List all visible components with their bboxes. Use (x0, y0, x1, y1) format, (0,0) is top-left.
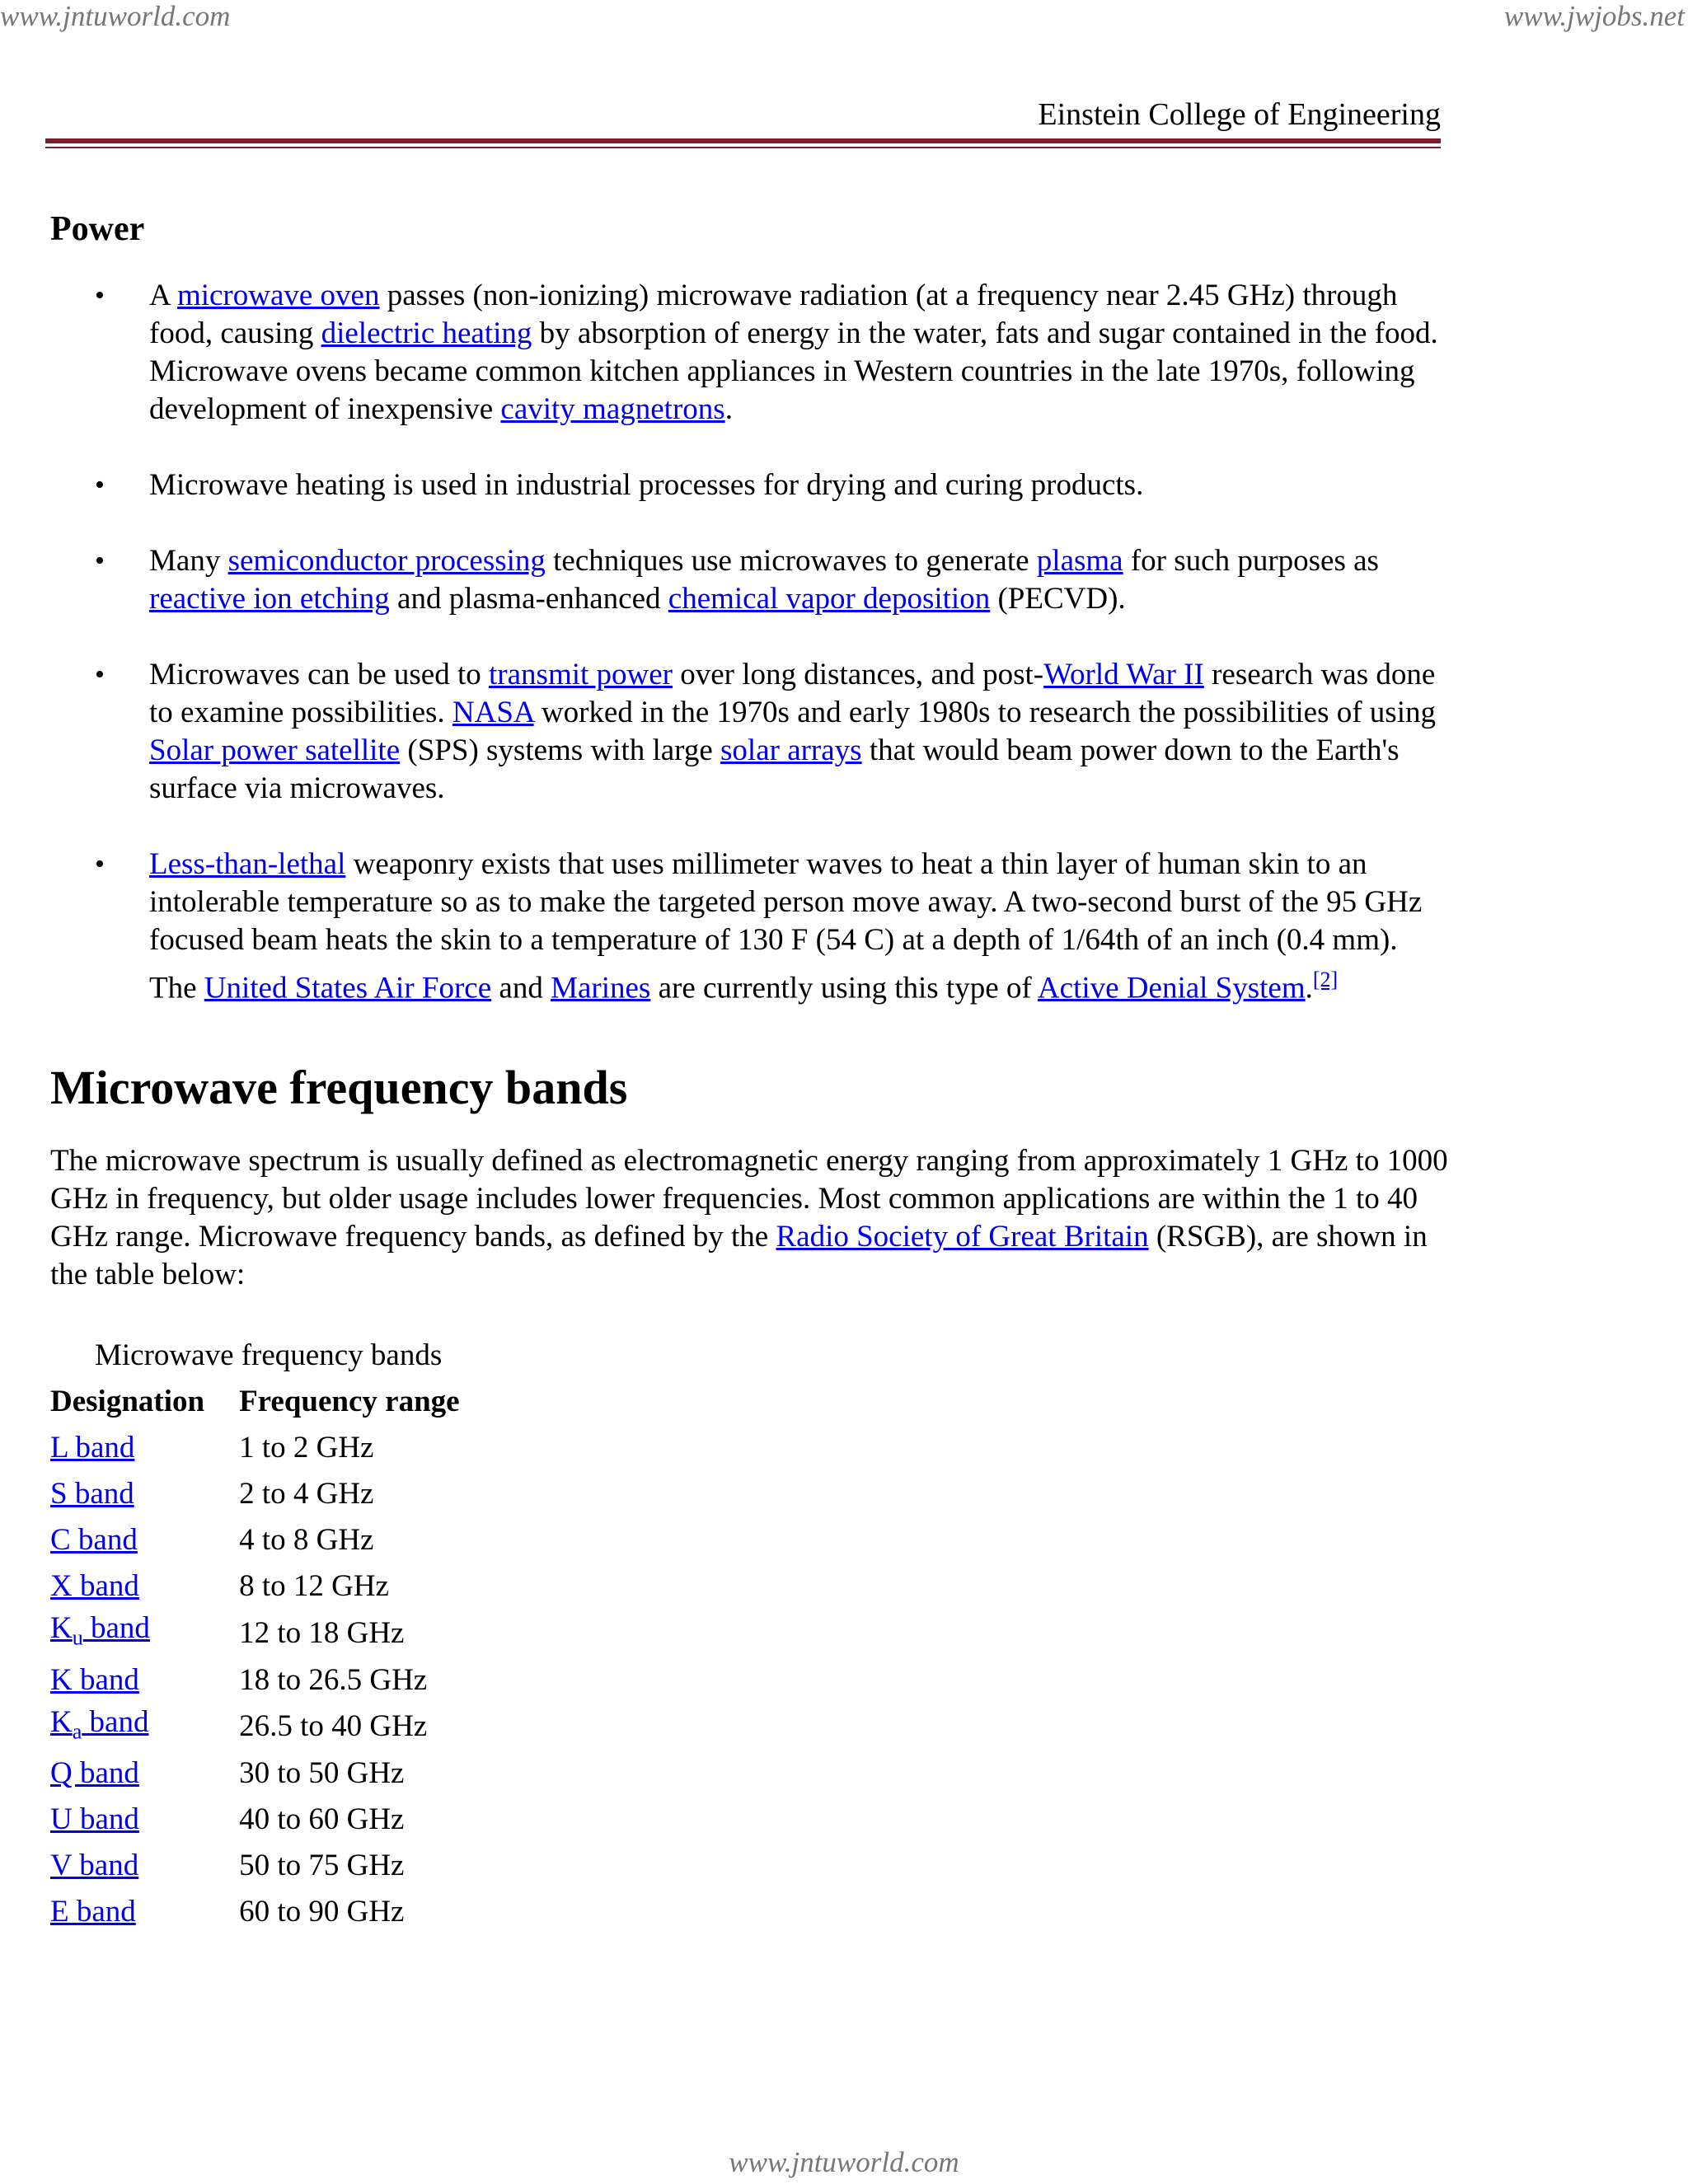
link-microwave-oven[interactable]: microwave oven (176, 279, 380, 312)
link-solar-power-satellite[interactable]: Solar power satellite (149, 733, 401, 767)
frequency-cell: 2 to 4 GHz (239, 1477, 374, 1511)
link-reactive-ion-etching[interactable]: reactive ion etching (149, 582, 390, 616)
link-q-band[interactable]: Q band (50, 1756, 139, 1791)
frequency-cell: 30 to 50 GHz (239, 1756, 405, 1791)
link-ku-band[interactable]: $K_u$ band (50, 1611, 150, 1650)
link-c-band[interactable]: C band (50, 1523, 138, 1558)
table-row (50, 1657, 495, 1704)
bullet-semiconductor: • Many semiconductor processing techniques use microwaves to generate plasma for such purposes as reactive ion etching and plasma-enhanced chemical vapor deposition (PECVD). (149, 542, 1451, 618)
table-row (50, 1843, 495, 1889)
bullet-microwave-oven: • A microwave oven passes (non-ionizing) microwave radiation (at a frequency near 2.45 GHz) through food, causing dielectric heating by absorption of energy in the water, fats and sugar contained in the food. Microwave ovens became common kitchen appliances in Western countries in the late 1970s, following development of inexpensive cavity magnetrons. (149, 277, 1451, 429)
header-rule-thin (45, 147, 1441, 148)
link-x-band[interactable]: X band (50, 1569, 139, 1604)
bands-intro-paragraph: The microwave spectrum is usually defined as electromagnetic energy ranging from approximately 1 GHz to 1000 GHz in frequency, but older usage includes lower frequencies. Most common applications are within the 1 to 40 GHz range. Microwave frequency bands, as defined by the Radio Society of Great Britain (RSGB), are shown in the table below: (50, 1144, 1448, 1292)
table-row (50, 1797, 495, 1843)
link-e-band[interactable]: E band (50, 1895, 136, 1929)
link-v-band[interactable]: V band (50, 1849, 139, 1883)
link-solar-arrays[interactable]: solar arrays (720, 733, 862, 767)
link-l-band[interactable]: L band (50, 1431, 135, 1465)
frequency-cell: 60 to 90 GHz (239, 1895, 405, 1929)
frequency-cell: 40 to 60 GHz (239, 1802, 405, 1837)
link-k-band[interactable]: K band (50, 1662, 139, 1697)
power-bullet-list (50, 277, 1451, 1007)
table-row (50, 1889, 495, 1935)
table-row (50, 1610, 495, 1657)
watermark-bottom: www.jntuworld.com (729, 2146, 959, 2178)
header-title: Einstein College of Engineering (1038, 97, 1441, 132)
frequency-cell: 26.5 to 40 GHz (239, 1709, 428, 1744)
table-row (50, 1425, 495, 1471)
header-frequency-range: Frequency range (239, 1385, 460, 1419)
frequency-cell: 1 to 2 GHz (239, 1431, 374, 1465)
frequency-bands-table (50, 1379, 495, 1935)
link-chemical-vapor-deposition[interactable]: chemical vapor deposition (668, 582, 991, 616)
link-semiconductor-processing[interactable]: semiconductor processing (227, 544, 546, 578)
bullet-industrial-heating: • Microwave heating is used in industrial processes for drying and curing products. (149, 466, 1451, 504)
header-designation: Designation (50, 1385, 205, 1419)
frequency-cell: 18 to 26.5 GHz (239, 1662, 428, 1697)
watermark-top-right: www.jwjobs.net (1503, 0, 1685, 32)
page-content (50, 190, 1451, 1935)
table-row (50, 1471, 495, 1517)
table-row (50, 1517, 495, 1563)
link-transmit-power[interactable]: transmit power (489, 658, 673, 691)
table-header-row (50, 1379, 495, 1425)
link-ka-band[interactable]: $K_a$ band (50, 1704, 149, 1744)
watermark-top-left: www.jntuworld.com (0, 0, 231, 32)
frequency-cell: 12 to 18 GHz (239, 1616, 405, 1651)
frequency-cell: 4 to 8 GHz (239, 1523, 374, 1558)
table-row (50, 1750, 495, 1797)
table-caption: Microwave frequency bands (95, 1338, 443, 1373)
table-row (50, 1704, 495, 1750)
link-nasa[interactable]: NASA (452, 696, 534, 729)
frequency-cell: 8 to 12 GHz (239, 1569, 389, 1604)
frequency-cell: 50 to 75 GHz (239, 1849, 405, 1883)
link-active-denial-system[interactable]: Active Denial System (1037, 971, 1306, 1005)
link-less-than-lethal[interactable]: Less-than-lethal (149, 847, 346, 881)
bullet-power-transmission: • Microwaves can be used to transmit power over long distances, and post-World War II research was done to examine possibilities. NASA worked in the 1970s and early 1980s to research the possibilities of using Solar power satellite (SPS) systems with large solar arrays that would beam power down to the Earth's surface via microwaves. (149, 656, 1451, 808)
link-united-states-air-force[interactable]: United States Air Force (204, 971, 492, 1005)
link-cavity-magnetrons[interactable]: cavity magnetrons (500, 392, 725, 426)
link-plasma[interactable]: plasma (1036, 544, 1123, 578)
link-s-band[interactable]: S band (50, 1477, 134, 1511)
header-rule (45, 138, 1441, 143)
link-dielectric-heating[interactable]: dielectric heating (321, 316, 532, 350)
bullet-less-than-lethal: • Less-than-lethal weaponry exists that uses millimeter waves to heat a thin layer of human skin to an intolerable temperature so as to make the targeted person move away. A two-second burst of the 95 GHz focused beam heats the skin to a temperature of 130 F (54 C) at a depth of 1/64th of an inch (0.4 mm). The United States Air Force and Marines are currently using this type of Active Denial System.[2] (149, 846, 1451, 1007)
bands-heading: Microwave frequency bands (50, 1061, 628, 1115)
link-marines[interactable]: Marines (551, 971, 651, 1005)
link-u-band[interactable]: U band (50, 1802, 139, 1837)
link-rsgb[interactable]: Radio Society of Great Britain (776, 1220, 1149, 1254)
link-world-war-ii[interactable]: World War II (1043, 658, 1204, 691)
power-heading: Power (50, 210, 145, 248)
table-row (50, 1563, 495, 1610)
reference-link[interactable]: [2] (1312, 968, 1339, 991)
